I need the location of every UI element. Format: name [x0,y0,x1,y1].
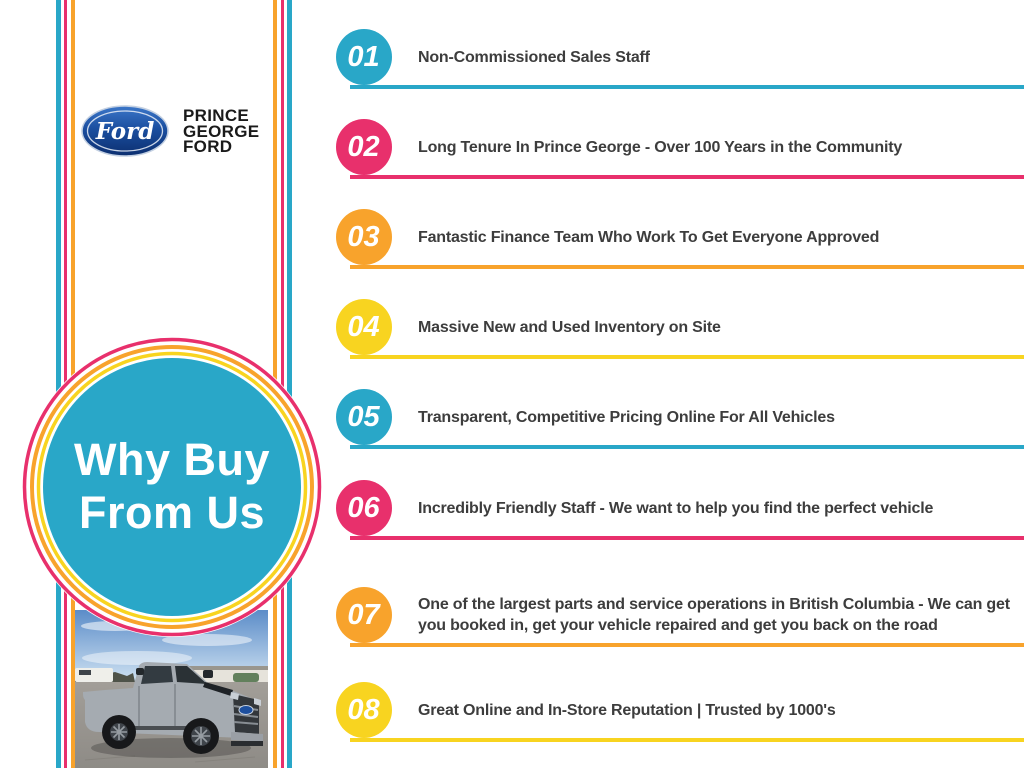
reason-text: Incredibly Friendly Staff - We want to help you find the perfect vehicle [418,499,934,517]
reason-number: 05 [347,400,380,433]
reason-number-badge [336,299,392,355]
reason-text: Non-Commissioned Sales Staff [418,48,650,66]
ford-oval-logo [81,105,169,157]
reason-number-badge [336,29,392,85]
reason-number: 07 [347,598,380,631]
reason-text: Fantastic Finance Team Who Work To Get Everyone Approved [418,228,880,246]
dealer-name-line: GEORGE [183,121,260,141]
dealer-name-line: PRINCE [183,106,250,125]
reason-number: 08 [347,693,380,726]
reason-number-badge [336,389,392,445]
why-buy-badge [22,337,322,637]
reason-number-badge [336,119,392,175]
reason-text: One of the largest parts and service operations in British Columbia - We can get you booked in, get your vehicle repaired and get you back on the road [418,596,1010,634]
reason-text: Massive New and Used Inventory on Site [418,318,721,336]
why-buy-title-line1: Why Buy [73,434,270,486]
reason-number: 03 [347,220,380,253]
dealer-name-line: FORD [183,137,233,156]
reason-number: 04 [347,310,380,343]
reason-text: Great Online and In-Store Reputation | Trusted by 1000's [418,701,836,719]
reason-number: 01 [347,40,380,73]
reason-number: 06 [347,491,380,524]
reason-number-badge [336,682,392,738]
why-buy-title-line2: From Us [78,487,266,538]
reason-text: Transparent, Competitive Pricing Online For All Vehicles [418,408,835,426]
reason-number-badge [336,209,392,265]
dealer-name [183,108,259,155]
ford-script-text: Ford [95,118,155,145]
reason-number-badge [336,480,392,536]
reason-number: 02 [347,130,380,163]
reason-number-badge [336,587,392,643]
reason-text: Long Tenure In Prince George - Over 100 Years in the Community [418,138,903,156]
why-buy-title [22,337,322,637]
